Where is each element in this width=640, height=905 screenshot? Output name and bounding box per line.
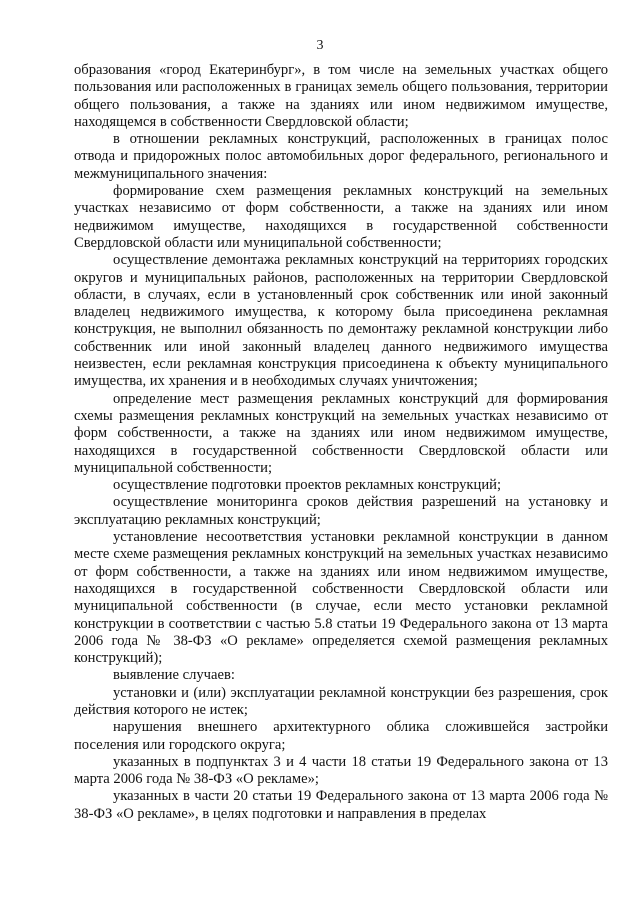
paragraph: в отношении рекламных конструкций, расположенных в границах полос отвода и придорожных полос автомобильных дорог федерального, регионального и межмуниципального значения: — [74, 131, 608, 182]
paragraph: осуществление демонтажа рекламных конструкций на территориях городских округов и муниципальных районов, расположенных на территории Свердловской области, в случаях, если в установленный срок собственник или иной законный владелец недвижимого имущества, к которому была присоединена рекламная конструкция, не выполнил обязанность по демонтажу рекламной конструкции либо собственник или иной законный владелец данного недвижимого имущества неизвестен, если рекламная конструкция присоединена к объекту муниципального имущества, их хранения и в необходимых случаях уничтожения; — [74, 252, 608, 390]
paragraph: указанных в части 20 статьи 19 Федерального закона от 13 марта 2006 года № 38-ФЗ «О рекламе», в целях подготовки и направления в пределах — [74, 788, 608, 822]
document-body — [74, 62, 608, 823]
paragraph: установление несоответствия установки рекламной конструкции в данном месте схеме размещения рекламных конструкций на земельных участках независимо от форм собственности, а также на зданиях или ином недвижимом имуществе, находящихся в государственной собственности Свердловской области или муниципальной собственности (в случае, если место установки рекламной конструкции в соответствии с частью 5.8 статьи 19 Федерального закона от 13 марта 2006 года № 38-ФЗ «О рекламе» определяется схемой размещения рекламных конструкций); — [74, 529, 608, 667]
paragraph: осуществление мониторинга сроков действия разрешений на установку и эксплуатацию рекламных конструкций; — [74, 494, 608, 528]
page-number: 3 — [316, 38, 324, 53]
paragraph: нарушения внешнего архитектурного облика сложившейся застройки поселения или городского округа; — [74, 719, 608, 753]
paragraph: образования «город Екатеринбург», в том числе на земельных участках общего пользования или расположенных в границах земель общего пользования, территории общего пользования, а также на зданиях или ином недвижимом имуществе, находящемся в собственности Свердловской области; — [74, 62, 608, 130]
paragraph: выявление случаев: — [113, 667, 235, 684]
paragraph: установки и (или) эксплуатации рекламной конструкции без разрешения, срок действия которого не истек; — [74, 684, 608, 718]
paragraph: осуществление подготовки проектов рекламных конструкций; — [113, 477, 502, 494]
paragraph: определение мест размещения рекламных конструкций для формирования схемы размещения рекламных конструкций на земельных участках независимо от форм собственности, а также на зданиях или ином недвижимом имуществе, находящихся в государственной собственности Свердловской области или муниципальной собственности; — [74, 390, 608, 476]
paragraph: формирование схем размещения рекламных конструкций на земельных участках независимо от форм собственности, а также на зданиях или ином недвижимом имуществе, находящихся в государственной собственности Свердловской области или муниципальной собственности; — [74, 183, 608, 251]
paragraph: указанных в подпунктах 3 и 4 части 18 статьи 19 Федерального закона от 13 марта 2006 года № 38-ФЗ «О рекламе»; — [74, 753, 608, 788]
